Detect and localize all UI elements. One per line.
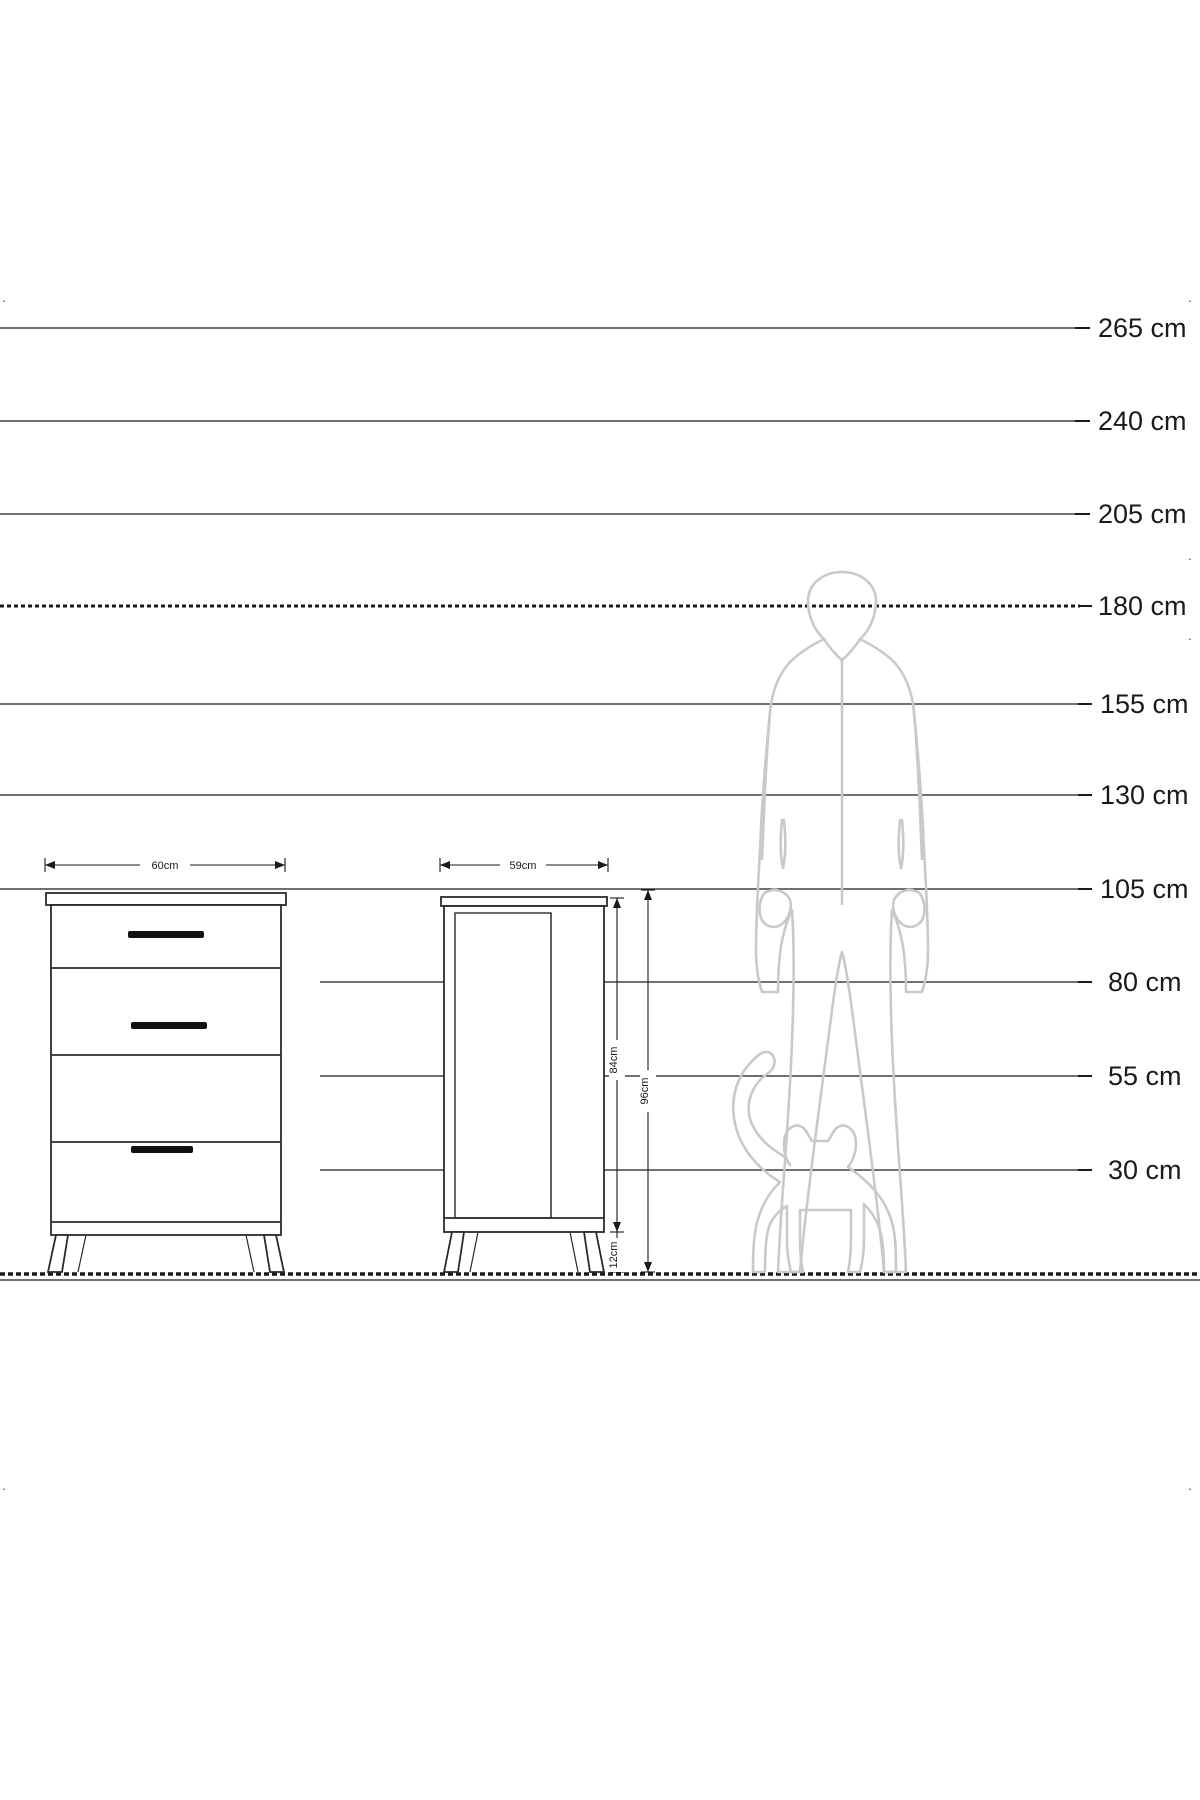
chest-of-drawers [46,893,286,1272]
width-dim-label-59: 59cm [509,860,537,872]
drawer-handle-top [128,931,204,938]
corner-mark-top-right: . [1188,289,1192,305]
height-dimension-12cm [608,1232,625,1272]
width-dim-label-60: 60cm [151,860,179,872]
scale-label-265: 265 cm [1098,313,1187,343]
corner-mark-mid-right: . [1188,627,1192,643]
scale-label-130: 130 cm [1100,780,1189,810]
scale-label-180: 180 cm [1098,591,1187,621]
corner-mark-bottom-right: . [1188,1477,1192,1493]
cabinet [441,897,607,1272]
scale-label-30: 30 cm [1108,1155,1182,1185]
scale-label-155: 155 cm [1100,689,1189,719]
scale-label-105: 105 cm [1100,874,1189,904]
scale-label-80: 80 cm [1108,967,1182,997]
scale-label-240: 240 cm [1098,406,1187,436]
height-dim-label-12: 12cm [608,1241,620,1269]
height-dim-label-96: 96cm [639,1077,651,1105]
corner-mark-bottom-left: . [2,1477,6,1493]
drawer-handle-middle [131,1022,207,1029]
height-dim-label-84: 84cm [608,1046,620,1074]
drawer-handle-bottom [131,1146,193,1153]
scale-label-205: 205 cm [1098,499,1187,529]
scale-label-55: 55 cm [1108,1061,1182,1091]
corner-mark-top-left: . [2,289,6,305]
corner-mark-extra: . [1188,547,1192,563]
